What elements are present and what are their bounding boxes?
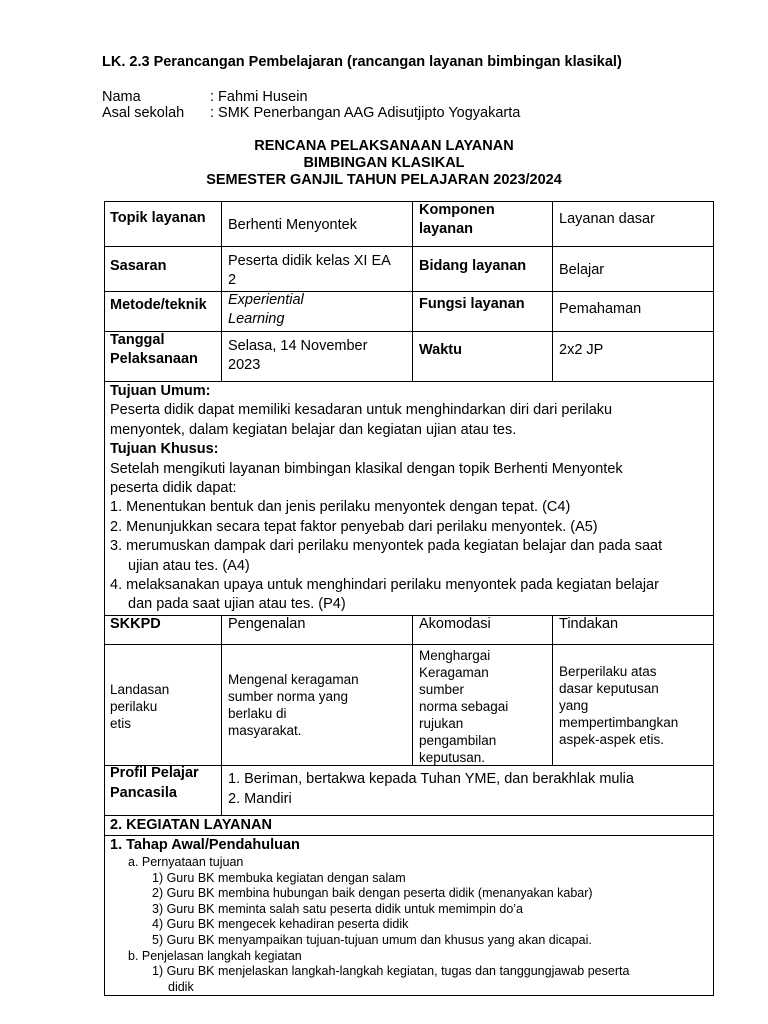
document-heading: LK. 2.3 Perancangan Pembelajaran (rancangan layanan bimbingan klasikal): [102, 54, 622, 70]
sasaran-label: Sasaran: [110, 258, 167, 274]
tujuan-umum-title: Tujuan Umum:: [110, 383, 211, 399]
fungsi-label: Fungsi layanan: [419, 296, 525, 312]
skkpd-header: SKKPD: [110, 616, 161, 632]
step-a-item: 4) Guru BK mengecek kehadiran peserta didik: [152, 917, 409, 932]
step-b-item-cont: didik: [168, 979, 194, 994]
pengenalan-line: sumber norma yang: [228, 689, 349, 704]
profil-item-1: 1. Beriman, bertakwa kepada Tuhan YME, dan berakhlak mulia: [228, 771, 634, 787]
tujuan-block: [110, 382, 708, 615]
akomodasi-text: [419, 647, 508, 766]
sasaran-value-2: 2: [228, 272, 237, 288]
landasan-line: etis: [110, 716, 132, 731]
metode-value-2: Learning: [228, 311, 285, 327]
waktu-label: Waktu: [419, 342, 462, 358]
tujuan-umum-text-1: Peserta didik dapat memiliki kesadaran untuk menghindarkan diri dari perilaku: [110, 402, 613, 419]
school-value: : SMK Penerbangan AAG Adisutjipto Yogyakarta: [210, 105, 521, 121]
waktu-value: 2x2 JP: [559, 342, 604, 358]
tindakan-line: Berperilaku atas: [559, 664, 657, 679]
rule: [104, 615, 714, 616]
kegiatan-section-title: 2. KEGIATAN LAYANAN: [110, 817, 272, 833]
tujuan-item-cont: dan pada saat ujian atau tes. (P4): [128, 596, 346, 613]
pengenalan-line: Mengenal keragaman: [228, 672, 359, 687]
tujuan-item-cont: ujian atau tes. (A4): [128, 557, 250, 574]
landasan-line: perilaku: [110, 699, 158, 714]
plan-table: [104, 201, 714, 996]
rule: [104, 331, 714, 332]
akomodasi-line: rujukan: [419, 716, 464, 731]
tindakan-line: aspek-aspek etis.: [559, 732, 665, 747]
rule: [412, 615, 413, 765]
tanggal-label-1: Tanggal: [110, 332, 165, 348]
landasan-text: [110, 681, 169, 732]
rule: [412, 201, 413, 381]
akomodasi-line: Menghargai: [419, 648, 491, 663]
step-a-item: 5) Guru BK menyampaikan tujuan-tujuan umum dan khusus yang akan dicapai.: [152, 932, 592, 947]
pengenalan-text: [228, 671, 359, 739]
bidang-label: Bidang layanan: [419, 258, 527, 274]
bidang-value: Belajar: [559, 262, 605, 278]
fungsi-value: Pemahaman: [559, 301, 642, 317]
step-a-label: a. Pernyataan tujuan: [128, 855, 244, 869]
tindakan-text: [559, 663, 678, 748]
tujuan-umum-text-2: menyontek, dalam kegiatan belajar dan kegiatan ujian atau tes.: [110, 421, 517, 438]
topik-label: Topik layanan: [110, 210, 206, 226]
rule: [104, 201, 105, 996]
tujuan-item: 1. Menentukan bentuk dan jenis perilaku menyontek dengan tepat. (C4): [110, 499, 571, 516]
tahap-title: 1. Tahap Awal/Pendahuluan: [110, 837, 300, 853]
step-a-item: 1) Guru BK membuka kegiatan dengan salam: [152, 870, 406, 885]
plan-title-line-3: SEMESTER GANJIL TAHUN PELAJARAN 2023/2024: [206, 172, 562, 188]
tanggal-label-2: Pelaksanaan: [110, 351, 198, 367]
name-value: : Fahmi Husein: [210, 89, 308, 105]
tanggal-value-2: 2023: [228, 357, 261, 373]
profil-label-1: Profil Pelajar: [110, 765, 199, 781]
tindakan-line: mempertimbangkan: [559, 715, 679, 730]
rule: [104, 291, 714, 292]
profil-item-2: 2. Mandiri: [228, 791, 292, 807]
plan-title-line-2: BIMBINGAN KLASIKAL: [303, 155, 465, 171]
rule: [552, 615, 553, 765]
step-a-item: 3) Guru BK meminta salah satu peserta didik untuk memimpin do’a: [152, 901, 524, 916]
akomodasi-line: Keragaman: [419, 665, 489, 680]
rule: [221, 615, 222, 815]
tindakan-line: dasar keputusan: [559, 681, 659, 696]
rule: [552, 201, 553, 381]
plan-title-line-1: RENCANA PELAKSANAAN LAYANAN: [254, 138, 514, 154]
komponen-value: Layanan dasar: [559, 211, 655, 227]
akomodasi-line: sumber: [419, 682, 465, 697]
akomodasi-line: norma sebagai: [419, 699, 509, 714]
tindakan-line: yang: [559, 698, 589, 713]
rule: [221, 201, 222, 381]
rule: [104, 246, 714, 247]
identity-school-row: [102, 105, 520, 121]
kegiatan-content: [110, 836, 708, 995]
name-label: Nama: [102, 89, 141, 105]
metode-label: Metode/teknik: [110, 297, 207, 313]
tindakan-header: Tindakan: [559, 616, 619, 632]
tujuan-khusus-title: Tujuan Khusus:: [110, 441, 219, 458]
akomodasi-line: pengambilan: [419, 733, 497, 748]
metode-value-1: Experiential: [228, 292, 304, 308]
komponen-label-2: layanan: [419, 221, 473, 237]
school-label: Asal sekolah: [102, 105, 185, 121]
tanggal-value-1: Selasa, 14 November: [228, 338, 368, 354]
rule: [713, 201, 714, 996]
step-b-item: 1) Guru BK menjelaskan langkah-langkah kegiatan, tugas dan tanggungjawab peserta: [152, 964, 630, 979]
akomodasi-header: Akomodasi: [419, 616, 491, 632]
pengenalan-line: masyarakat.: [228, 723, 302, 738]
rule: [104, 644, 714, 645]
tujuan-item: 4. melaksanakan upaya untuk menghindari perilaku menyontek pada kegiatan belajar: [110, 577, 659, 594]
identity-name-row: [102, 89, 308, 105]
akomodasi-line: keputusan.: [419, 750, 486, 765]
tujuan-khusus-text-1: Setelah mengikuti layanan bimbingan klasikal dengan topik Berhenti Menyontek: [110, 460, 623, 477]
tujuan-khusus-text-2: peserta didik dapat:: [110, 480, 237, 497]
step-b-label: b. Penjelasan langkah kegiatan: [128, 948, 302, 963]
sasaran-value-1: Peserta didik kelas XI EA: [228, 253, 391, 269]
landasan-line: Landasan: [110, 682, 170, 697]
pengenalan-header: Pengenalan: [228, 616, 306, 632]
tujuan-item: 3. merumuskan dampak dari perilaku menyontek pada kegiatan belajar dan pada saat: [110, 538, 663, 555]
step-a-item: 2) Guru BK membina hubungan baik dengan peserta didik (menanyakan kabar): [152, 886, 593, 901]
komponen-label-1: Komponen: [419, 202, 495, 218]
tujuan-item: 2. Menunjukkan secara tepat faktor penyebab dari perilaku menyontek. (A5): [110, 518, 598, 535]
rule: [104, 201, 714, 202]
topik-value: Berhenti Menyontek: [228, 217, 357, 233]
pengenalan-line: berlaku di: [228, 706, 287, 721]
profil-label-2: Pancasila: [110, 785, 177, 801]
